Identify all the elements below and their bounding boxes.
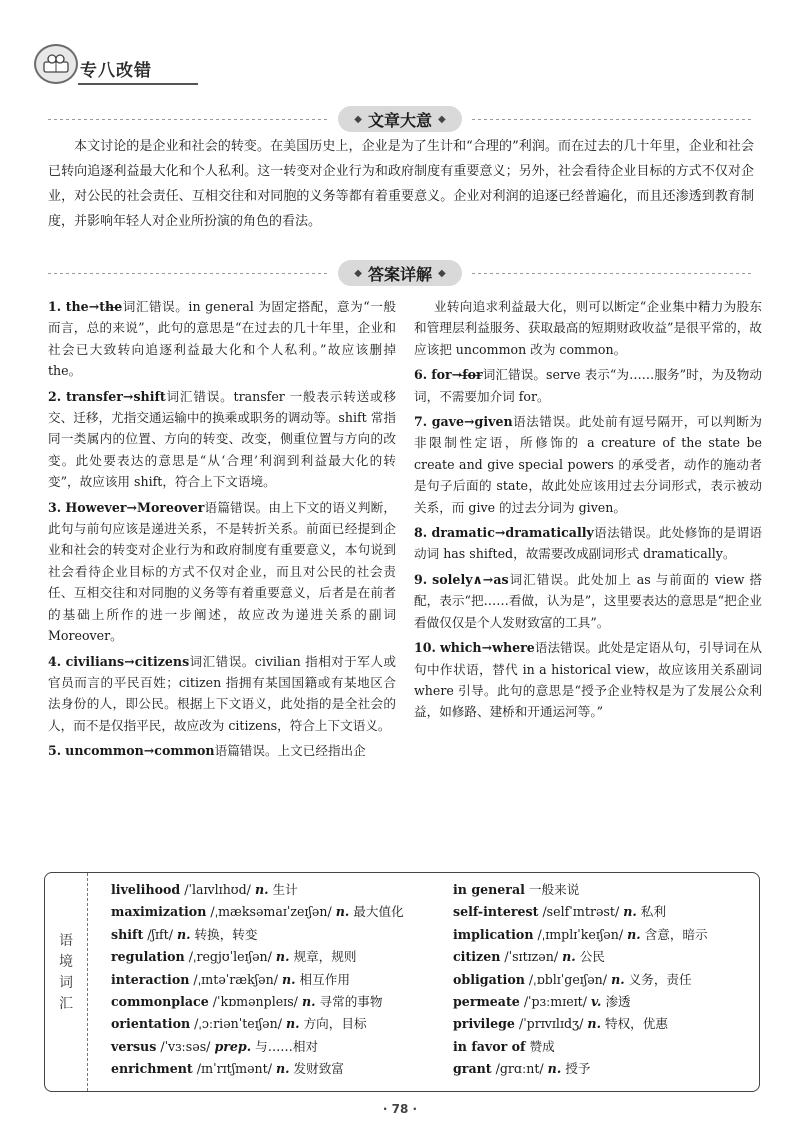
vocab-meaning: 含意，暗示 xyxy=(644,926,708,942)
diamond-icon: ◆ xyxy=(354,113,362,125)
vocab-meaning: 生计 xyxy=(272,882,298,897)
vocab-word: in favor of xyxy=(453,1038,526,1054)
vocab-ipa: /ˈpɜːmɪeɪt/ xyxy=(523,994,587,1010)
vocab-pos: n. xyxy=(275,949,290,965)
vocab-pos: v. xyxy=(591,994,602,1010)
vocab-entry xyxy=(453,901,753,923)
vocab-entry xyxy=(111,991,441,1013)
vocab-pos: n. xyxy=(176,926,191,942)
divider xyxy=(472,273,754,274)
vocab-word: citizen xyxy=(453,949,501,965)
vocab-meaning: 渗透 xyxy=(605,994,631,1010)
vocab-meaning: 与……相对 xyxy=(255,1038,319,1054)
vocab-word: self-interest xyxy=(453,904,539,920)
answers-heading xyxy=(0,257,800,291)
vocabulary-label: 语境词汇 xyxy=(59,933,73,1012)
vocab-pos: n. xyxy=(254,882,269,897)
vocab-entry xyxy=(453,1058,753,1080)
page-header xyxy=(28,38,773,90)
answers-title-pill xyxy=(338,260,462,286)
divider xyxy=(48,119,328,120)
vocabulary-right-column xyxy=(453,879,753,1081)
vocab-word: livelihood xyxy=(111,882,181,897)
vocab-ipa: /ˌɒblɪˈgeɪʃən/ xyxy=(528,971,608,987)
vocab-word: shift xyxy=(111,926,144,942)
vocab-pos: n. xyxy=(562,949,576,965)
vocab-meaning: 寻常的事物 xyxy=(319,994,383,1010)
section-title: 专八改错 xyxy=(80,61,152,81)
vocab-entry xyxy=(111,901,441,923)
vocab-word: versus xyxy=(111,1038,157,1054)
summary-paragraph: 本文讨论的是企业和社会的转变。在美国历史上，企业是为了生计和“合理的”利润。而在过去的几十年里，企业和社会已转向追逐利益最大化和个人私利。这一转变对企业行为和政府制度有重要意义；另外，社会看待企业目标的方式不仅对企业，对公民的社会责任、互相交往和对同胞的义务等都有着重要意义。企业对利润的追逐已经普遍化，而且还渗透到教育制度，并影响年轻人对企业所扮演的角色的看法。 xyxy=(48,139,754,229)
answer-item: 6. for→f̶o̶r̶词汇错误。serve 表示“为……服务”时，为及物动词，不需要加介词 for。 xyxy=(414,367,762,404)
vocab-ipa: /ˌɔːriənˈteɪʃən/ xyxy=(194,1016,282,1032)
answer-item: 5. uncommon→common语篇错误。上文已经指出企 xyxy=(48,743,366,759)
vocabulary-box xyxy=(44,872,760,1092)
vocab-meaning: 方向，目标 xyxy=(303,1016,367,1032)
vocab-ipa: /grɑːnt/ xyxy=(495,1061,544,1077)
summary-title-pill xyxy=(338,106,462,132)
vocab-entry xyxy=(453,969,753,991)
answer-item: 9. solely∧→as词汇错误。此处加上 as 与前面的 view 搭配，表示“把……看做，认为是”，这里要表达的意思是“把企业看做仅仅是个人发财致富的工具”。 xyxy=(414,571,762,630)
vocab-pos: n. xyxy=(281,971,296,987)
vocab-word: interaction xyxy=(111,971,190,987)
answers-left-column xyxy=(48,296,396,766)
answer-item: 7. gave→given语法错误。此处前有逗号隔开，可以判断为非限制性定语，所修饰的 a creature of the state be create and give special powers 的承受者，动作的施动者是句子后面的 state，故此处应该用过去分词形式，表示被动关系，而 give 的过去分词为 given。 xyxy=(414,414,763,515)
vocabulary-left-column xyxy=(111,879,441,1081)
vocab-ipa: /ˌɪntəˈrækʃən/ xyxy=(193,971,278,987)
vocab-word: orientation xyxy=(111,1016,191,1032)
vocab-entry xyxy=(453,879,753,901)
vocab-word: obligation xyxy=(453,971,525,987)
vocab-word: privilege xyxy=(453,1016,515,1032)
vocab-pos: n. xyxy=(623,904,637,920)
vocab-meaning: 公民 xyxy=(579,949,605,965)
vocab-word: implication xyxy=(453,926,534,942)
vocab-word: permeate xyxy=(453,994,520,1010)
vocab-meaning: 义务，责任 xyxy=(628,971,692,987)
vocab-ipa: /ˈsɪtɪzən/ xyxy=(504,949,559,965)
vocab-pos: n. xyxy=(335,904,350,920)
vocab-pos: n. xyxy=(611,971,625,987)
page-number: · 78 · xyxy=(382,1102,418,1116)
header-underline xyxy=(78,83,198,85)
vocab-pos: n. xyxy=(275,1061,290,1077)
vocab-ipa: /ʃɪft/ xyxy=(147,926,173,942)
answer-item: 3. However→Moreover语篇错误。由上下文的语义判断，此句与前句应该是递进关系，不是转折关系。前面已经提到企业和社会的转变对企业行为和政府制度有重要意义，本句说到社会看待企业目标的方式不仅对企业，而且对公民的社会责任、互相交往和对同胞的义务等有着重要意义，后者是在前者的基础上所作的进一步阐述，故应改为递进关系的副词 Moreover。 xyxy=(48,499,396,644)
book-mascot-icon xyxy=(41,51,71,77)
vocab-word: grant xyxy=(453,1061,492,1077)
vocab-pos: prep. xyxy=(214,1038,252,1054)
summary-title: 文章大意 xyxy=(367,110,432,130)
answer-item: 2. transfer→shift词汇错误。transfer 一般表示转送或移交、迁移，尤指交通运输中的换乘或职务的调动等。shift 常指同一类属内的位置、方向的转变、改变，侧重位置与方向的改变。此处要表达的意思是“从‘合理’利润到利益最大化的转变”，故应该用 shift，符合上下文语境。 xyxy=(48,388,396,490)
vocab-entry xyxy=(111,1013,441,1035)
vocab-entry xyxy=(453,991,753,1013)
summary-heading xyxy=(0,103,800,137)
vocab-meaning: 一般来说 xyxy=(528,882,580,897)
vocab-ipa: /ˈvɜːsəs/ xyxy=(160,1038,211,1054)
answer-item: 1. the→th̶e̶词汇错误。in general 为固定搭配，意为“一般而言，总的来说”，此句的意思是“在过去的几十年里，企业和社会已大致转向追逐利益最大化和个人私利。”故应该删掉 the。 xyxy=(48,299,396,379)
vocab-meaning: 私利 xyxy=(640,904,666,920)
vocab-entry xyxy=(453,1036,753,1058)
diamond-icon: ◆ xyxy=(354,267,362,279)
vocab-pos: n. xyxy=(587,1016,601,1032)
vocab-entry xyxy=(111,879,441,901)
answer-item-continued: 业转向追求利益最大化，则可以断定“企业集中精力为股东和管理层利益服务、获取最高的短期财政收益”是很平常的，故应该把 uncommon 改为 common。 xyxy=(414,299,762,357)
vocab-meaning: 赞成 xyxy=(529,1038,555,1054)
vocab-pos: n. xyxy=(627,926,641,942)
vocab-ipa: /ˌmæksəmaɪˈzeɪʃən/ xyxy=(210,904,332,920)
vocab-ipa: /ˌɪmplɪˈkeɪʃən/ xyxy=(537,926,624,942)
vocab-entry xyxy=(453,924,753,946)
vocab-meaning: 规章，规则 xyxy=(293,949,357,965)
vocab-pos: n. xyxy=(286,1016,300,1032)
vocab-entry xyxy=(111,946,441,968)
vocab-entry xyxy=(111,969,441,991)
divider xyxy=(472,119,754,120)
vocab-pos: n. xyxy=(301,994,316,1010)
vocab-ipa: /selfˈɪntrəst/ xyxy=(542,904,620,920)
vocab-entry xyxy=(453,946,753,968)
vocab-word: in general xyxy=(453,882,525,897)
badge-logo-icon xyxy=(34,44,78,84)
vocab-pos: n. xyxy=(547,1061,562,1077)
vocab-word: commonplace xyxy=(111,994,209,1010)
vocab-ipa: /ɪnˈrɪtʃmənt/ xyxy=(196,1061,272,1077)
answer-item: 8. dramatic→dramatically语法错误。此处修饰的是谓语动词 has shifted，故需要改成副词形式 dramatically。 xyxy=(414,525,763,562)
answer-item: 4. civilians→citizens词汇错误。civilian 指相对于军人或官员而言的平民百姓；citizen 指拥有某国国籍或有某地区合法身份的人，即公民。根据上下文语义，此处指的是全社会的人，而不是仅指平民，故应改为 citizens，符合上下文语义。 xyxy=(48,653,396,733)
diamond-icon: ◆ xyxy=(438,267,446,279)
vocab-ipa: /ˌregjʊˈleɪʃən/ xyxy=(188,949,272,965)
vocab-entry xyxy=(111,924,441,946)
vocab-entry xyxy=(111,1058,441,1080)
vocab-meaning: 相互作用 xyxy=(299,971,350,987)
vocab-word: enrichment xyxy=(111,1061,193,1077)
vocab-ipa: /ˈprɪvɪlɪdʒ/ xyxy=(518,1016,584,1032)
vocab-entry xyxy=(111,1036,441,1058)
vocab-meaning: 特权，优惠 xyxy=(604,1016,668,1032)
vocab-meaning: 发财致富 xyxy=(293,1061,344,1077)
vocab-entry xyxy=(453,1013,753,1035)
vocab-meaning: 授予 xyxy=(565,1061,591,1077)
vocab-word: maximization xyxy=(111,904,207,920)
divider xyxy=(48,273,328,274)
vocab-ipa: /ˈkɒmənpleɪs/ xyxy=(212,994,298,1010)
vocabulary-sidebar xyxy=(45,873,88,1091)
vocab-ipa: /ˈlaɪvlɪhʊd/ xyxy=(184,882,251,897)
answers-right-column xyxy=(414,296,762,727)
vocab-word: regulation xyxy=(111,949,185,965)
answer-item: 10. which→where语法错误。此处是定语从句，引导词在从句中作状语，替代 in a historical view，故应该用关系副词 where 引导。此句的意思是“授予企业特权是为了发展公众利益，如修路、建桥和开通运河等。” xyxy=(414,640,763,720)
vocab-meaning: 最大值化 xyxy=(353,904,404,920)
answers-title: 答案详解 xyxy=(367,264,432,284)
vocab-meaning: 转换，转变 xyxy=(194,926,258,942)
diamond-icon: ◆ xyxy=(438,113,446,125)
